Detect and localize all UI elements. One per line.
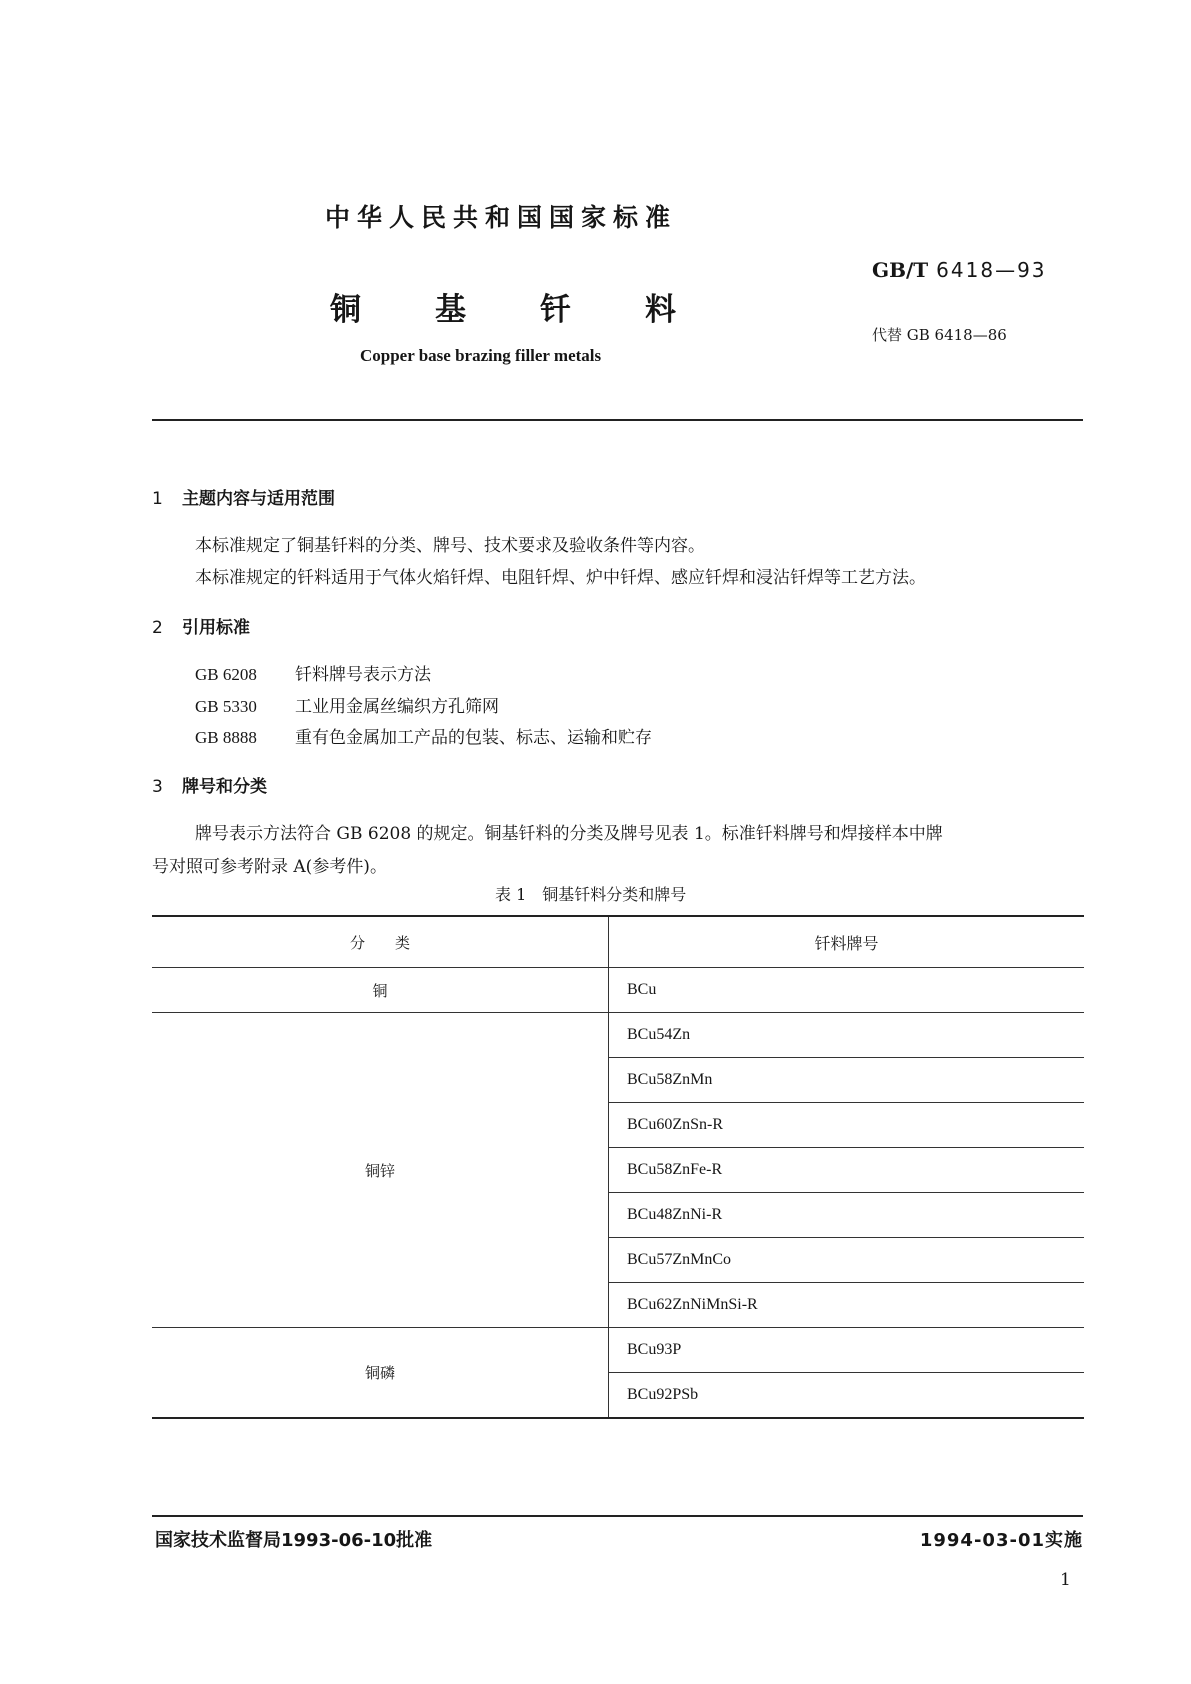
category-cell: 铜锌: [152, 1013, 609, 1328]
footer-divider: [152, 1515, 1083, 1517]
ref-name: 重有色金属加工产品的包装、标志、运输和贮存: [295, 728, 652, 748]
page-number: 1: [1060, 1570, 1071, 1590]
standard-type: 中华人民共和国国家标准: [325, 203, 678, 232]
document-title: [330, 284, 750, 329]
section-title: 主题内容与适用范围: [182, 489, 335, 509]
approval-note: 国家技术监督局1993-06-10批准: [155, 1530, 433, 1551]
title-char: 铜: [330, 292, 361, 328]
section-number: 1: [152, 489, 163, 509]
grade-cell: BCu57ZnMnCo: [609, 1238, 1085, 1283]
effective-date: 1994-03-01实施: [919, 1530, 1083, 1551]
paragraph: 牌号表示方法符合 GB 6208 的规定。铜基钎料的分类及牌号见表 1。标准钎料牌号和焊接样本中牌: [195, 824, 943, 844]
ref-code: GB 5330: [195, 697, 257, 716]
english-title: Copper base brazing filler metals: [360, 346, 602, 365]
grade-cell: BCu60ZnSn-R: [609, 1103, 1085, 1148]
replaces-note: 代替 GB 6418—86: [872, 326, 1007, 344]
grade-cell: BCu58ZnFe-R: [609, 1148, 1085, 1193]
ref-code: GB 6208: [195, 665, 257, 684]
category-cell: 铜: [152, 968, 609, 1013]
column-header: 分 类: [152, 916, 609, 968]
section-heading: [152, 613, 250, 638]
standard-code: [872, 258, 1047, 282]
column-header: 钎料牌号: [814, 935, 879, 953]
ref-name: 工业用金属丝编织方孔筛网: [295, 697, 499, 717]
table-row: [152, 1328, 1084, 1373]
grade-cell: BCu62ZnNiMnSi-R: [609, 1283, 1085, 1328]
grade-cell: BCu: [609, 968, 1085, 1013]
ref-name: 钎料牌号表示方法: [295, 665, 431, 685]
category-cell: 铜磷: [152, 1328, 609, 1419]
grade-cell: BCu92PSb: [609, 1373, 1085, 1419]
section-heading: [152, 484, 335, 509]
title-char: 料: [645, 292, 676, 328]
paragraph: 号对照可参考附录 A(参考件)。: [152, 857, 387, 877]
title-char: 钎: [540, 292, 571, 328]
title-char: 基: [435, 292, 466, 328]
grade-table: [152, 915, 1084, 1419]
reference-item: [195, 660, 431, 685]
code-prefix: GB/T: [872, 258, 929, 282]
header-divider: [152, 419, 1083, 421]
section-number: 2: [152, 618, 163, 638]
section-heading: [152, 772, 267, 797]
table-caption: 表 1 铜基钎料分类和牌号: [495, 885, 687, 904]
section-number: 3: [152, 777, 163, 797]
paragraph: 本标准规定的钎料适用于气体火焰钎焊、电阻钎焊、炉中钎焊、感应钎焊和浸沾钎焊等工艺方法。: [195, 568, 926, 588]
ref-code: GB 8888: [195, 728, 257, 747]
section-title: 引用标准: [182, 618, 250, 638]
table-row: [152, 1013, 1084, 1058]
grade-cell: BCu48ZnNi-R: [609, 1193, 1085, 1238]
grade-cell: BCu93P: [609, 1328, 1085, 1373]
grade-cell: BCu54Zn: [609, 1013, 1085, 1058]
section-title: 牌号和分类: [182, 777, 267, 797]
table-header-row: [152, 916, 1084, 968]
paragraph: 本标准规定了铜基钎料的分类、牌号、技术要求及验收条件等内容。: [195, 536, 705, 556]
table-row: [152, 968, 1084, 1013]
reference-item: [195, 692, 499, 717]
grade-cell: BCu58ZnMn: [609, 1058, 1085, 1103]
code-number: 6418—93: [936, 258, 1047, 282]
reference-item: [195, 723, 652, 748]
